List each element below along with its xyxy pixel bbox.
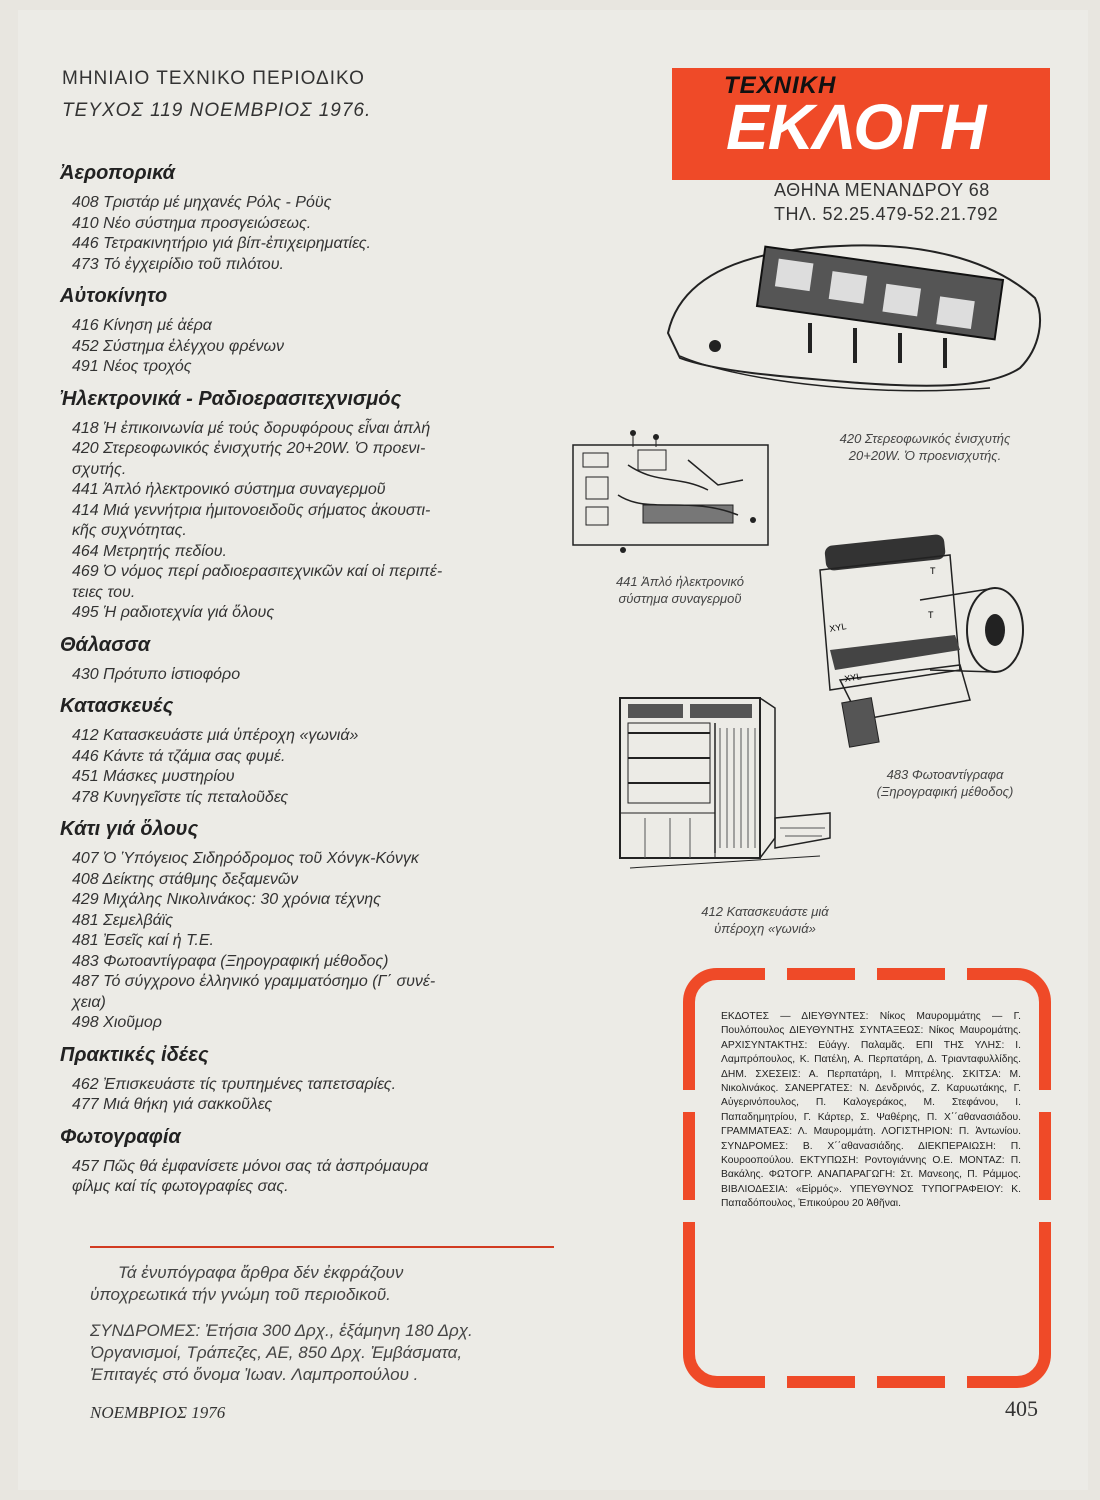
frame-gap bbox=[855, 968, 877, 980]
toc-entry: 429 Μιχάλης Νικολινάκος: 30 χρόνια τέχνης bbox=[72, 891, 381, 908]
toc-entry: τειες του. bbox=[72, 583, 136, 601]
credits-box bbox=[683, 968, 1051, 1388]
toc-entry: 414 Μιά γεννήτρια ἡμιτονοειδοῦς σήματος ἀκουστι- bbox=[72, 501, 431, 519]
caption-line: 412 Κατασκευάστε μιά bbox=[701, 904, 829, 919]
drum-label: T bbox=[930, 566, 936, 576]
toc-entry: 495 Ἡ ραδιοτεχνία γιά ὅλους bbox=[72, 604, 275, 621]
toc-entry: 473 Τό ἐγχειρίδιο τοῦ πιλότου. bbox=[72, 255, 284, 273]
toc-entry: κῆς συχνότητας. bbox=[72, 522, 187, 539]
caption-line: 20+20W. Ὁ προενισχυτής. bbox=[848, 448, 1002, 463]
frame-gap bbox=[683, 1090, 695, 1112]
caption-photocopier bbox=[835, 766, 1055, 800]
toc-entry: 498 Χιοῦμορ bbox=[72, 1014, 162, 1031]
alarm-circuit-illustration bbox=[568, 425, 778, 555]
drum-label: XYL bbox=[828, 621, 848, 634]
toc-entry: 430 Πρότυπο ἱστιοφόρο bbox=[72, 665, 241, 683]
corner-unit-illustration bbox=[610, 688, 840, 888]
masthead-line-1: ΜΗΝΙΑΙΟ ΤΕΧΝΙΚΟ ΠΕΡΙΟΔΙΚΟ bbox=[62, 68, 365, 89]
toc-entry: φίλμς καί τίς φωτογραφίες σας. bbox=[72, 1178, 289, 1195]
caption-line: ὑπέροχη «γωνιά» bbox=[714, 921, 816, 936]
table-of-contents bbox=[60, 152, 565, 1198]
section-heading: Πρακτικές ἰδέες bbox=[60, 1043, 209, 1066]
section-heading: Κατασκευές bbox=[60, 695, 174, 717]
frame-gap bbox=[1039, 1090, 1051, 1112]
drum-label: XYL bbox=[843, 671, 863, 684]
staff-credits: ΕΚΔΟΤΕΣ — ΔΙΕΥΘΥΝΤΕΣ: Νίκος Μαυρομμάτης — Γ. Πουλόπουλος ΔΙΕΥΘΥΝΤΗΣ ΣΥΝΤΑΞΕΩΣ: Νίκος Μαυρομάτης. ΑΡΧΙΣΥΝΤΑΚΤΗΣ: Εὐάγγ. Παλαμᾶς. ΕΠΙ ΤΗΣ ΥΛΗΣ: Ι. Λαμπρόπουλος, Κ. Πατέλη, Α. Περπατάρη, Δ. Τριανταφυλλίδης. ΔΗΜ. ΣΧΕΣΕΙΣ: Α. Περπατάρη, Ι. Μπτρέλης. ΣΚΙΤΣΑ: Μ. Νικολινάκος. ΣΑΝΕΡΓΑΤΕΣ: Ν. Δενδρινός, Ζ. Καρυωτάκης, Γ. Αὐγερινόπουλος, Π. Καλογεράκος, Μ. Στεφάνου, Ι. Παπαδημητρίου, Γ. Κάρτερ, Σ. Ψαθέρης, Π. Χ΄΄αθανασιάδου. ΓΡΑΜΜΑΤΕΑΣ: Λ. Μαυρομμάτη. ΛΟΓΙΣΤΗΡΙΟΝ: Π. Ἀντωνίου. ΣΥΝΔΡΟΜΕΣ: Β. Χ΄΄αθανασιάδης. ΔΙΕΚΠΕΡΑΙΩΣΗ: Π. Κουροοπούλου. ΕΚΤΥΠΩΣΗ: Ροντογιάννης Ο.Ε. ΜΟΝΤΑΖ: Π. Βακάλης. ΦΩΤΟΓΡ. ΑΝΑΠΑΡΑΓΩΓΗ: Στ. Μανεοης, Π. Ράμμος. ΒΙΒΛΙΟΔΕΣΙΑ: «Εἱρμός». ΥΠΕΥΘΥΝΟΣ ΤΥΠΟΓΡΑΦΕΙΟΥ: Κ. Παπαδόπουλος, Ἐπικούρου 20 Ἀθῆναι. bbox=[721, 1011, 1021, 1210]
toc-entry: 452 Σύστημα ἐλέγχου φρένων bbox=[72, 337, 285, 355]
frame-gap bbox=[945, 1376, 967, 1388]
logo-main-word: ΕΚΛΟΓΗ bbox=[726, 91, 986, 163]
frame-gap bbox=[765, 1376, 787, 1388]
toc-entry: 457 Πῶς θά ἐμφανίσετε μόνοι σας τά ἀσπρόμαυρα bbox=[72, 1157, 429, 1175]
frame-gap bbox=[1039, 1200, 1051, 1222]
toc-entry: 481 Σεμελβάϊς bbox=[72, 911, 174, 929]
toc-entry: 477 Μιά θήκη γιά σακκοῦλες bbox=[72, 1096, 273, 1113]
publisher-address bbox=[774, 178, 998, 226]
disclaimer bbox=[90, 1262, 560, 1306]
toc-entry: 446 Τετρακινητήριο γιά βίπ-ἐπιχειρηματίες. bbox=[72, 235, 371, 252]
toc-entry: 481 Ἐσεῖς καί ἡ Τ.Ε. bbox=[72, 932, 214, 949]
caption-alarm bbox=[575, 573, 785, 607]
subscription-info bbox=[90, 1320, 560, 1386]
section-heading: Αὐτοκίνητο bbox=[60, 285, 168, 307]
magazine-logo bbox=[672, 68, 1050, 180]
toc-entry: 420 Στερεοφωνικός ἐνισχυτής 20+20W. Ὁ προενι- bbox=[72, 440, 426, 457]
logo-top-word: ΤΕΧΝΙΚΗ bbox=[724, 72, 837, 99]
caption-corner-unit bbox=[665, 903, 865, 937]
subscription-line: ΣΥΝΔΡΟΜΕΣ: Ἐτήσια 300 Δρχ., ἑξάμηνη 180 Δρχ. bbox=[90, 1321, 473, 1340]
page-number: 405 bbox=[1005, 1396, 1038, 1421]
toc-entry: 487 Τό σύγχρονο ἑλληνικό γραμματόσημο (Γ΄ συνέ- bbox=[72, 973, 436, 990]
section-heading: Ἀεροπορικά bbox=[60, 162, 176, 184]
section-heading: Κάτι γιά ὅλους bbox=[60, 818, 199, 840]
toc-entry: 441 Ἁπλό ἠλεκτρονικό σύστημα συναγερμοῦ bbox=[72, 481, 386, 498]
red-divider bbox=[90, 1246, 554, 1248]
frame-gap bbox=[945, 968, 967, 980]
section-heading: Φωτογραφία bbox=[60, 1125, 181, 1148]
frame-gap bbox=[683, 1200, 695, 1222]
toc-entry: 408 Δείκτης στάθμης δεξαμενῶν bbox=[72, 870, 299, 888]
toc-entry: χεια) bbox=[72, 993, 106, 1011]
frame-gap bbox=[855, 1376, 877, 1388]
toc-entry: 416 Κίνηση μέ ἀέρα bbox=[72, 317, 212, 334]
toc-entry: 407 Ὁ Ὑπόγειος Σιδηρόδρομος τοῦ Χόνγκ-Κόνγκ bbox=[72, 850, 419, 867]
amplifier-illustration bbox=[660, 238, 1050, 418]
toc-entry: σχυτής. bbox=[72, 460, 127, 478]
toc-entry: 410 Νέο σύστημα προσγειώσεως. bbox=[72, 214, 312, 232]
caption-line: 420 Στερεοφωνικός ἐνισχυτής bbox=[839, 431, 1011, 446]
toc-entry: 408 Τριστάρ μέ μηχανές Ρόλς - Ρόϋς bbox=[72, 194, 332, 211]
caption-line: (Ξηρογραφική μέθοδος) bbox=[876, 784, 1014, 799]
toc-entry: 483 Φωτοαντίγραφα (Ξηρογραφική μέθοδος) bbox=[72, 952, 389, 970]
toc-entry: 462 Ἐπισκευάστε τίς τρυπημένες ταπετσαρίες. bbox=[72, 1075, 397, 1093]
footer-date: ΝΟΕΜΒΡΙΟΣ 1976 bbox=[90, 1403, 226, 1422]
caption-line: σύστημα συναγερμοῦ bbox=[618, 591, 742, 606]
subscription-line: Ὀργανισμοί, Τράπεζες, ΑΕ, 850 Δρχ. Ἐμβάσματα, bbox=[90, 1343, 463, 1362]
address-line: ΑΘΗΝΑ ΜΕΝΑΝΔΡΟΥ 68 bbox=[774, 180, 990, 200]
disclaimer-line: Τά ἐνυπόγραφα ἄρθρα δέν ἐκφράζουν bbox=[118, 1263, 404, 1282]
masthead-line-2: ΤΕΥΧΟΣ 119 ΝΟΕΜΒΡΙΟΣ 1976. bbox=[62, 100, 372, 121]
section-heading: Θάλασσα bbox=[60, 633, 151, 656]
subscription-line: Ἐπιταγές στό ὄνομα Ἰωαν. Λαμπροπούλου . bbox=[90, 1365, 419, 1384]
drum-label: T bbox=[928, 610, 934, 620]
caption-line: 483 Φωτοαντίγραφα bbox=[886, 767, 1004, 782]
toc-entry: 478 Κυνηγεῖστε τίς πεταλοῦδες bbox=[72, 788, 289, 806]
caption-line: 441 Ἁπλό ἠλεκτρονικό bbox=[615, 574, 745, 589]
toc-entry: 418 Ἡ ἐπικοινωνία μέ τούς δορυφόρους εἶναι ἁπλή bbox=[72, 419, 431, 437]
toc-entry: 491 Νέος τροχός bbox=[72, 358, 192, 375]
caption-amplifier bbox=[805, 430, 1045, 464]
toc-entry: 464 Μετρητής πεδίου. bbox=[72, 542, 227, 560]
section-heading: Ἠλεκτρονικά - Ραδιοερασιτεχνισμός bbox=[60, 387, 402, 410]
toc-entry: 451 Μάσκες μυστηρίου bbox=[72, 768, 235, 785]
disclaimer-line: ὑποχρεωτικά τήν γνώμη τοῦ περιοδικοῦ. bbox=[90, 1285, 391, 1304]
toc-entry: 446 Κάντε τά τζάμια σας φυμέ. bbox=[72, 747, 286, 765]
toc-entry: 412 Κατασκευάστε μιά ὑπέροχη «γωνιά» bbox=[72, 727, 359, 744]
frame-gap bbox=[765, 968, 787, 980]
phone-line: ΤΗΛ. 52.25.479-52.21.792 bbox=[774, 204, 999, 224]
toc-entry: 469 Ὁ νόμος περί ραδιοερασιτεχνικῶν καί οἱ περιπέ- bbox=[72, 563, 443, 580]
